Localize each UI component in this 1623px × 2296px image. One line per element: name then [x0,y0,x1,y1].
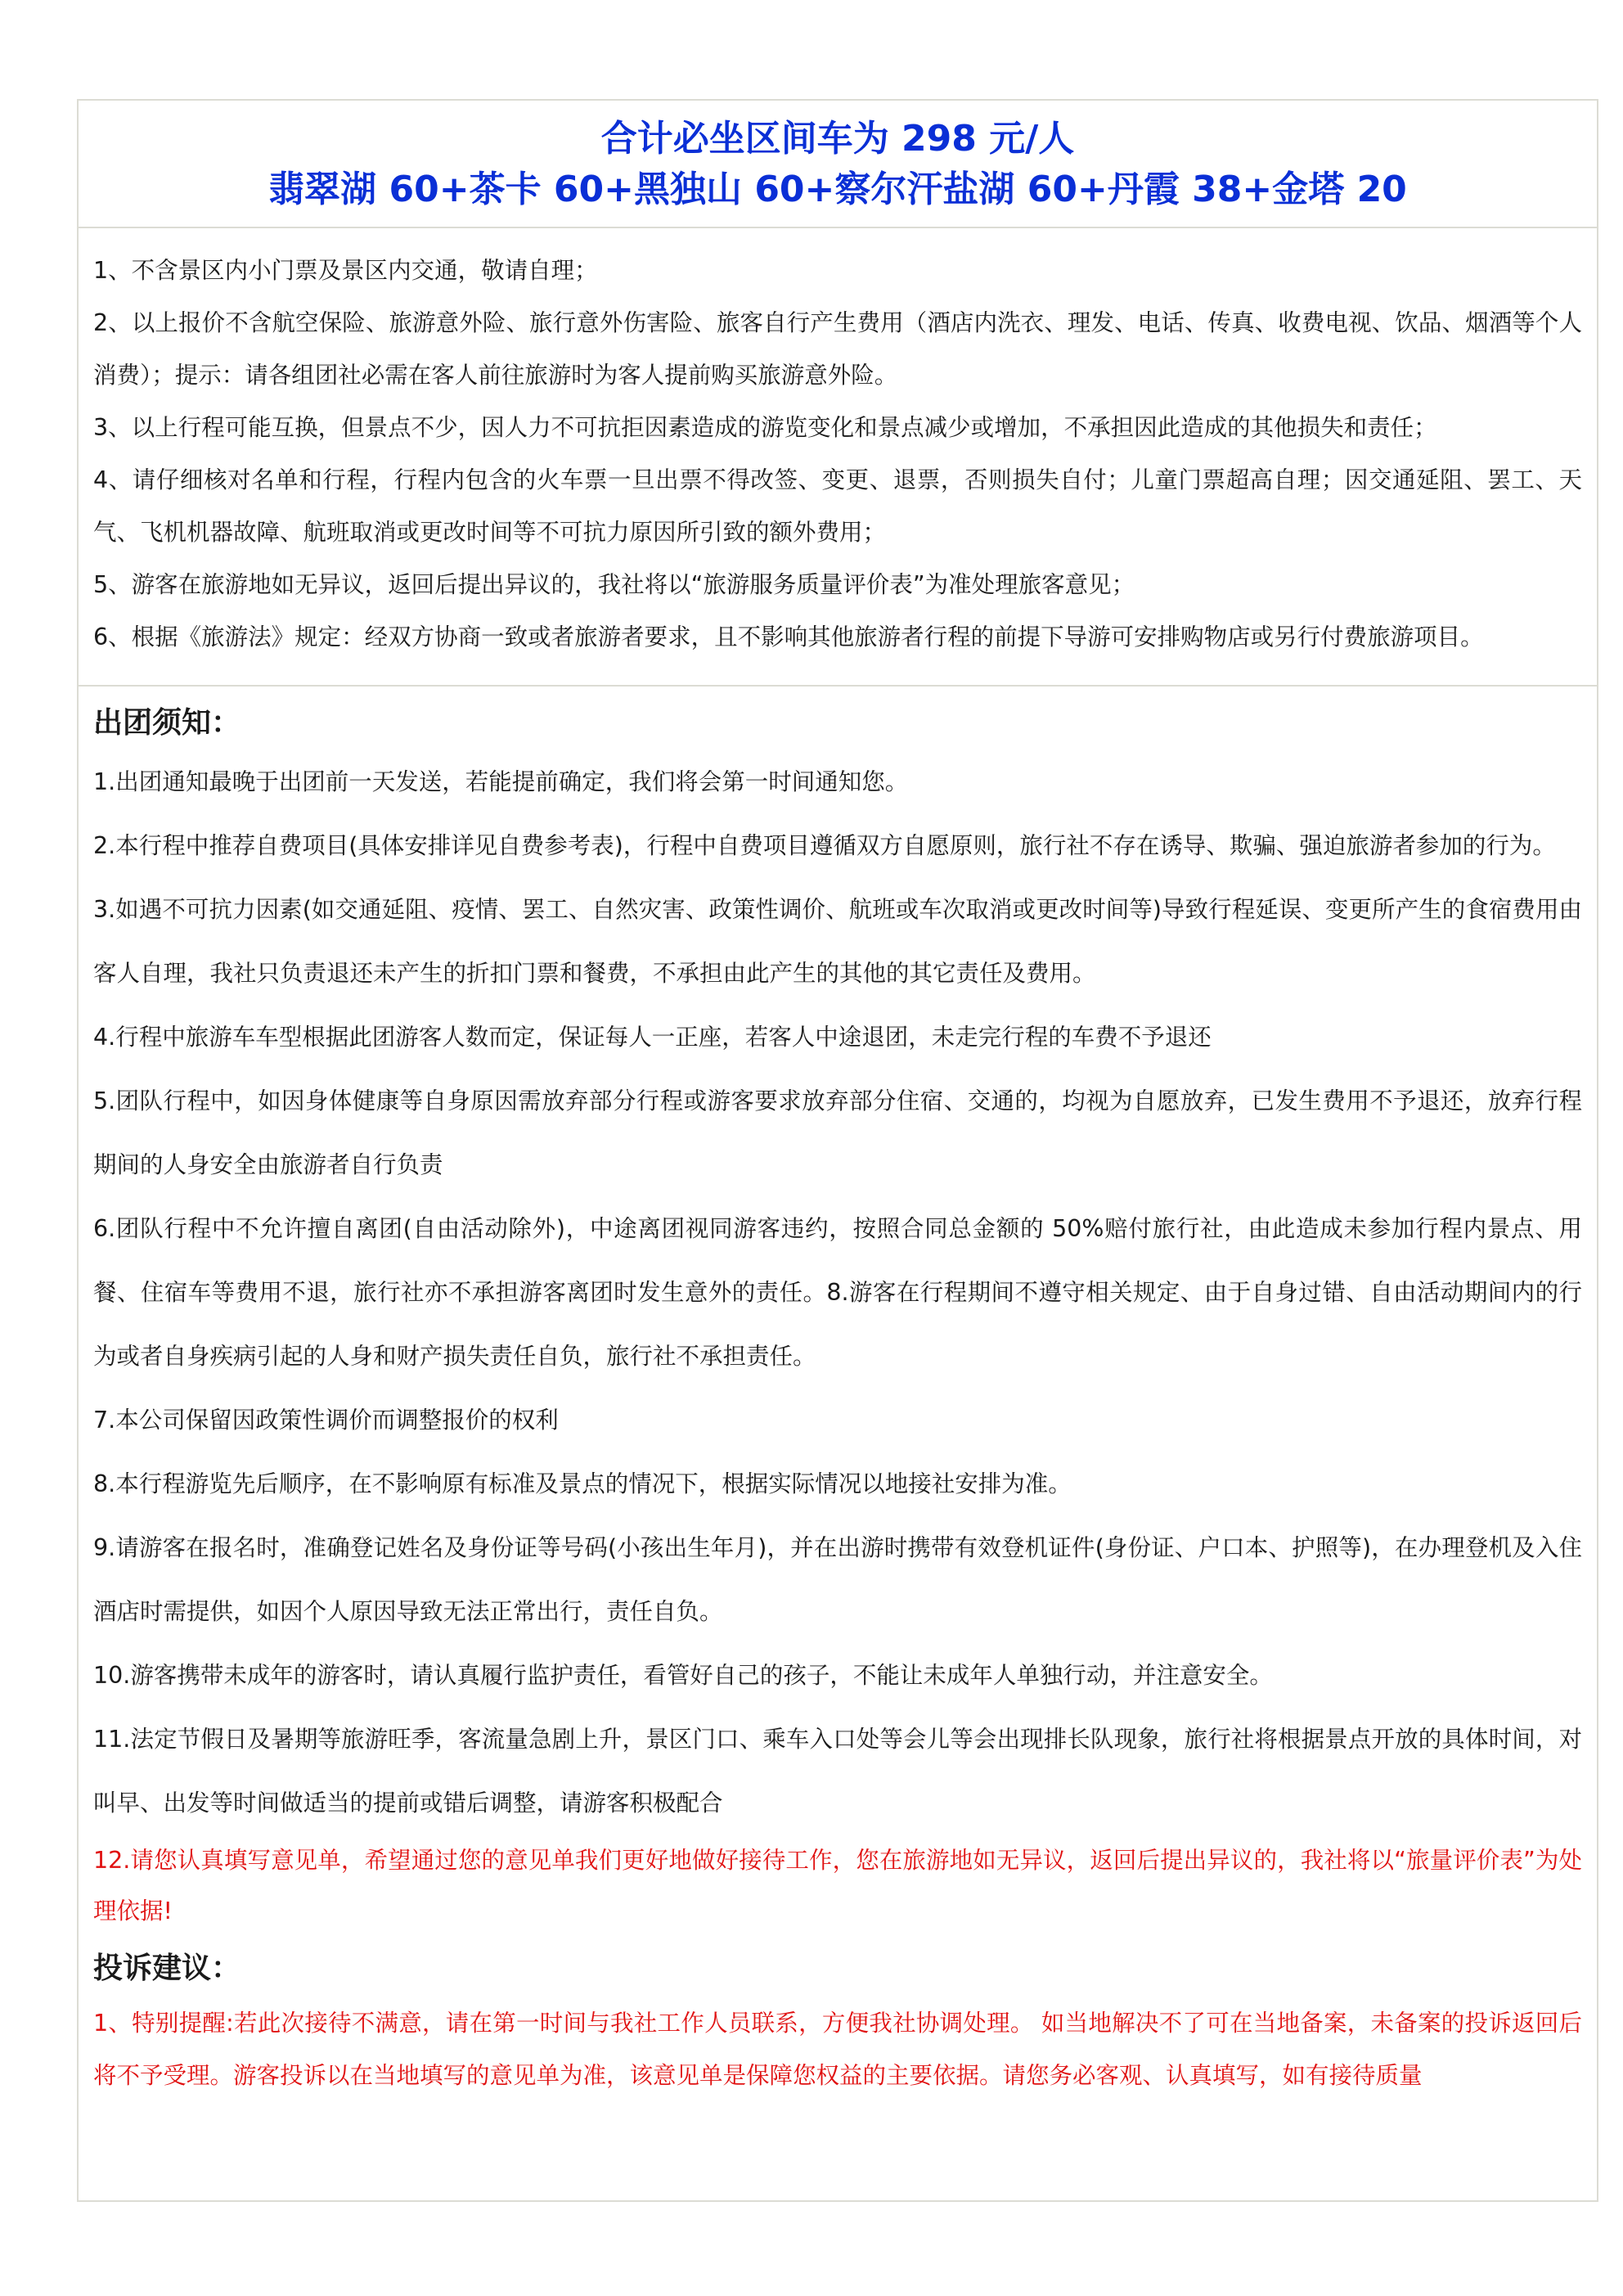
note-6: 6、根据《旅游法》规定：经双方协商一致或者旅游者要求，且不影响其他旅游者行程的前提下导游可安排购物店或另行付费旅游项目。 [93,624,1484,651]
departure-notice-section [79,703,1597,2102]
departure-item-11: 11.法定节假日及暑期等旅游旺季，客流量急剧上升，景区门口、乘车入口处等会儿等会出现排长队现象，旅行社将根据景点开放的具体时间，对叫早、出发等时间做适当的提前或错后调整，请游客积极配合 [93,1726,1582,1817]
departure-item-9: 9.请游客在报名时，准确登记姓名及身份证等号码(小孩出生年月)，并在出游时携带有效登机证件(身份证、户口本、护照等)，在办理登机及入住酒店时需提供，如因个人原因导致无法正常出行，责任自负。 [93,1534,1582,1625]
departure-item-1: 1.出团通知最晚于出团前一天发送，若能提前确定，我们将会第一时间通知您。 [93,768,909,795]
note-1: 1、不含景区内小门票及景区内交通，敬请自理； [93,257,598,284]
departure-item-5: 5.团队行程中，如因身体健康等自身原因需放弃部分行程或游客要求放弃部分住宿、交通的，均视为自愿放弃，已发生费用不予退还，放弃行程期间的人身安全由旅游者自行负责 [93,1087,1582,1178]
departure-item-12: 12.请您认真填写意见单，希望通过您的意见单我们更好地做好接待工作，您在旅游地如无异议，返回后提出异议的，我社将以“旅量评价表”为处理依据! [93,1847,1582,1925]
content-frame [77,99,1598,2202]
departure-item-3: 3.如遇不可抗力因素(如交通延阻、疫情、罢工、自然灾害、政策性调价、航班或车次取消或更改时间等)导致行程延误、变更所产生的食宿费用由客人自理，我社只负责退还未产生的折扣门票和餐费，不承担由此产生的其他的其它责任及费用。 [93,896,1582,987]
price-notes [79,228,1597,687]
departure-item-2: 2.本行程中推荐自费项目(具体安排详见自费参考表)，行程中自费项目遵循双方自愿原则，旅行社不存在诱导、欺骗、强迫旅游者参加的行为。 [93,832,1556,859]
departure-item-7: 7.本公司保留因政策性调价而调整报价的权利 [93,1407,559,1434]
departure-notice-heading: 出团须知： [93,706,241,740]
note-5: 5、游客在旅游地如无异议，返回后提出异议的，我社将以“旅游服务质量评价表”为准处理旅客意见； [93,571,1135,598]
note-4: 4、请仔细核对名单和行程，行程内包含的火车票一旦出票不得改签、变更、退票，否则损失自付；儿童门票超高自理；因交通延阻、罢工、天气、飞机机器故障、航班取消或更改时间等不可抗力原因所引致的额外费用； [93,466,1582,546]
departure-item-10: 10.游客携带未成年的游客时，请认真履行监护责任，看管好自己的孩子，不能让未成年人单独行动，并注意安全。 [93,1662,1273,1689]
complaint-text: 1、特别提醒:若此次接待不满意，请在第一时间与我社工作人员联系，方便我社协调处理。 如当地解决不了可在当地备案，未备案的投诉返回后将不予受理。游客投诉以在当地填写的意见单为准，该意见单是保障您权益的主要依据。请您务必客观、认真填写，如有接待质量 [93,2010,1582,2089]
departure-item-6: 6.团队行程中不允许擅自离团(自由活动除外)，中途离团视同游客违约，按照合同总金额的 50%赔付旅行社，由此造成未参加行程内景点、用餐、住宿车等费用不退，旅行社亦不承担游客离团时发生意外的责任。8.游客在行程期间不遵守相关规定、由于自身过错、自由活动期间内的行为或者自身疾病引起的人身和财产损失责任自负，旅行社不承担责任。 [93,1215,1582,1370]
shuttle-fee-title: 合计必坐区间车为 298 元/人 [600,118,1075,160]
departure-item-8: 8.本行程游览先后顺序，在不影响原有标准及景点的情况下，根据实际情况以地接社安排为准。 [93,1470,1072,1497]
departure-item-4: 4.行程中旅游车车型根据此团游客人数而定，保证每人一正座，若客人中途退团，未走完行程的车费不予退还 [93,1024,1212,1051]
scenic-fee-breakdown: 翡翠湖 60+茶卡 60+黑独山 60+察尔汗盐湖 60+丹霞 38+金塔 20 [268,169,1407,210]
complaints-heading: 投诉建议： [93,1952,241,1985]
note-2: 2、以上报价不含航空保险、旅游意外险、旅行意外伤害险、旅客自行产生费用（酒店内洗衣、理发、电话、传真、收费电视、饮品、烟酒等个人消费）；提示：请各组团社必需在客人前往旅游时为客人提前购买旅游意外险。 [93,309,1582,389]
price-summary-header [79,101,1597,228]
note-3: 3、以上行程可能互换，但景点不少，因人力不可抗拒因素造成的游览变化和景点减少或增加，不承担因此造成的其他损失和责任； [93,414,1437,441]
